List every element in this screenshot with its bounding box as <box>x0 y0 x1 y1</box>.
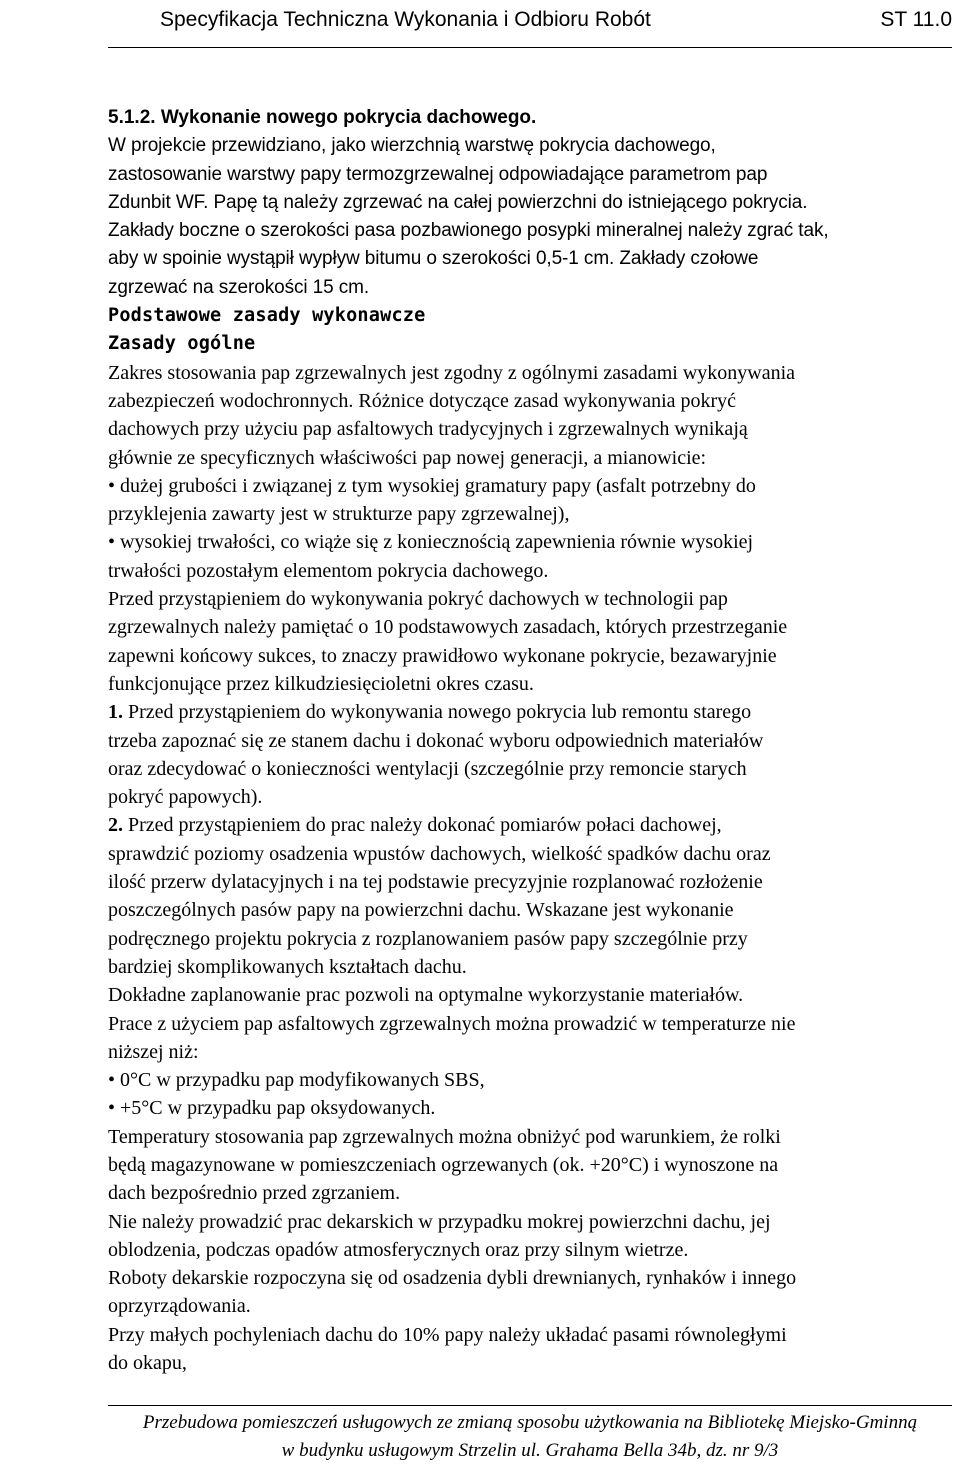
section-heading <box>108 104 956 132</box>
text-line <box>108 1010 956 1038</box>
line-text: Zasady ogólne <box>108 333 256 355</box>
text-line <box>108 472 956 500</box>
footer-line-1: Przebudowa pomieszczeń usługowych ze zmianą sposobu użytkowania na Bibliotekę Miejsko-Gminną <box>142 1412 918 1433</box>
line-text: bardziej skomplikowanych kształtach dachu. <box>108 955 467 978</box>
line-text: oprzyrządowania. <box>108 1295 251 1318</box>
line-text: poszczególnych pasów papy na powierzchni dachu. Wskazane jest wykonanie <box>108 899 734 922</box>
text-line <box>108 670 956 698</box>
text-line <box>108 132 956 160</box>
line-text: przyklejenia zawarty jest w strukturze papy zgrzewalnej), <box>108 503 570 526</box>
text-line <box>108 557 956 585</box>
page-footer <box>108 1409 952 1465</box>
line-text: zastosowanie warstwy papy termozgrzewalnej odpowiadające parametrom pap <box>108 163 768 185</box>
line-text: oblodzenia, podczas opadów atmosferycznych oraz przy silnym wietrze. <box>108 1238 689 1261</box>
text-line <box>108 1179 956 1207</box>
text-line <box>108 1151 956 1179</box>
page-header <box>108 8 952 42</box>
line-text: funkcjonujące przez kilkudziesięcioletni okres czasu. <box>108 672 534 695</box>
text-line <box>108 1264 956 1292</box>
section-heading <box>108 330 956 358</box>
line-text: ilość przerw dylatacyjnych i na tej podstawie precyzyjnie rozplanować rozłożenie <box>108 871 763 894</box>
text-line <box>108 274 956 302</box>
text-line <box>108 811 956 839</box>
line-text: 5.1.2. Wykonanie nowego pokrycia dachowego. <box>108 107 537 128</box>
line-text: • wysokiej trwałości, co wiąże się z koniecznością zapewnienia równie wysokiej <box>108 531 754 554</box>
line-text: Zakres stosowania pap zgrzewalnych jest zgodny z ogólnymi zasadami wykonywania <box>108 361 796 384</box>
line-text: Zakłady boczne o szerokości pasa pozbawionego posypki mineralnej należy zgrać tak, <box>108 220 829 242</box>
line-text: Dokładne zaplanowanie prac pozwoli na optymalne wykorzystanie materiałów. <box>108 984 744 1007</box>
text-line <box>108 953 956 981</box>
line-text: Temperatury stosowania pap zgrzewalnych można obniżyć pod warunkiem, że rolki <box>108 1125 781 1148</box>
text-line <box>108 1292 956 1320</box>
section-heading <box>108 302 956 330</box>
line-text: zgrzewalnych należy pamiętać o 10 podstawowych zasadach, których przestrzeganie <box>108 616 788 639</box>
line-text: • dużej grubości i związanej z tym wysokiej gramatury papy (asfalt potrzebny do <box>108 474 756 497</box>
text-line <box>108 245 956 273</box>
text-line <box>108 387 956 415</box>
text-line <box>108 1349 956 1377</box>
line-text: podręcznego projektu pokrycia z rozplanowaniem pasów papy szczególnie przy <box>108 927 748 950</box>
text-line <box>108 359 956 387</box>
header-title: Specyfikacja Techniczna Wykonania i Odbioru Robót <box>160 8 651 31</box>
text-line <box>108 925 956 953</box>
text-line <box>108 896 956 924</box>
rule-number: 2. <box>108 814 123 837</box>
line-text: do okapu, <box>108 1352 187 1375</box>
text-line <box>108 161 956 189</box>
line-text: • 0°C w przypadku pap modyfikowanych SBS, <box>108 1069 485 1092</box>
line-text: głównie ze specyficznych właściwości pap nowej generacji, a mianowicie: <box>108 446 707 469</box>
text-line <box>108 444 956 472</box>
text-line <box>108 528 956 556</box>
line-text: będą magazynowane w pomieszczeniach ogrzewanych (ok. +20°C) i wynoszone na <box>108 1153 779 1176</box>
text-line <box>108 840 956 868</box>
text-line <box>108 1321 956 1349</box>
line-text: Nie należy prowadzić prac dekarskich w przypadku mokrej powierzchni dachu, jej <box>108 1210 771 1233</box>
text-line <box>108 1123 956 1151</box>
line-text: sprawdzić poziomy osadzenia wpustów dachowych, wielkość spadków dachu oraz <box>108 842 771 865</box>
text-line <box>108 698 956 726</box>
line-text: pokryć papowych). <box>108 786 263 809</box>
line-text: Podstawowe zasady wykonawcze <box>108 305 426 327</box>
line-text: zgrzewać na szerokości 15 cm. <box>108 276 370 298</box>
line-text: Przy małych pochyleniach dachu do 10% papy należy układać pasami równoległymi <box>108 1323 787 1346</box>
rule-number: 1. <box>108 701 123 724</box>
line-text: Przed przystąpieniem do wykonywania nowego pokrycia lub remontu starego <box>123 701 752 724</box>
text-line <box>108 613 956 641</box>
line-text: trzeba zapoznać się ze stanem dachu i dokonać wyboru odpowiednich materiałów <box>108 729 764 752</box>
header-spec-code: ST 11.0 <box>880 8 952 31</box>
text-line <box>108 1094 956 1122</box>
text-line <box>108 500 956 528</box>
line-text: oraz zdecydować o konieczności wentylacji (szczególnie przy remoncie starych <box>108 757 747 780</box>
line-text: zabezpieczeń wodochronnych. Różnice dotyczące zasad wykonywania pokryć <box>108 389 737 412</box>
text-line <box>108 1236 956 1264</box>
text-line <box>108 783 956 811</box>
line-text: aby w spoinie wystąpił wypływ bitumu o szerokości 0,5-1 cm. Zakłady czołowe <box>108 248 759 270</box>
line-text: dach bezpośrednio przed zgrzaniem. <box>108 1182 401 1205</box>
header-divider <box>108 47 952 48</box>
text-line <box>108 755 956 783</box>
text-line <box>108 415 956 443</box>
text-line <box>108 1066 956 1094</box>
line-text: Roboty dekarskie rozpoczyna się od osadzenia dybli drewnianych, rynhaków i innego <box>108 1267 797 1290</box>
line-text: dachowych przy użyciu pap asfaltowych tradycyjnych i zgrzewalnych wynikają <box>108 418 748 441</box>
line-text: • +5°C w przypadku pap oksydowanych. <box>108 1097 436 1120</box>
text-line <box>108 727 956 755</box>
footer-divider <box>108 1405 952 1406</box>
text-line <box>108 981 956 1009</box>
text-line <box>108 642 956 670</box>
line-text: Przed przystąpieniem do wykonywania pokryć dachowych w technologii pap <box>108 588 728 611</box>
line-text: Zdunbit WF. Papę tą należy zgrzewać na całej powierzchni do istniejącego pokrycia. <box>108 191 808 213</box>
line-text: niższej niż: <box>108 1040 199 1063</box>
line-text: zapewni końcowy sukces, to znaczy prawidłowo wykonane pokrycie, bezawaryjnie <box>108 644 777 667</box>
text-line <box>108 1208 956 1236</box>
footer-line-2: w budynku usługowym Strzelin ul. Grahama Bella 34b, dz. nr 9/3 <box>281 1440 779 1461</box>
text-line <box>108 868 956 896</box>
line-text: trwałości pozostałym elementom pokrycia dachowego. <box>108 559 549 582</box>
document-body <box>108 104 956 1377</box>
text-line <box>108 1038 956 1066</box>
text-line <box>108 585 956 613</box>
line-text: Przed przystąpieniem do prac należy dokonać pomiarów połaci dachowej, <box>123 814 722 837</box>
text-line <box>108 217 956 245</box>
text-line <box>108 189 956 217</box>
line-text: W projekcie przewidziano, jako wierzchnią warstwę pokrycia dachowego, <box>108 135 716 157</box>
line-text: Prace z użyciem pap asfaltowych zgrzewalnych można prowadzić w temperaturze nie <box>108 1012 796 1035</box>
